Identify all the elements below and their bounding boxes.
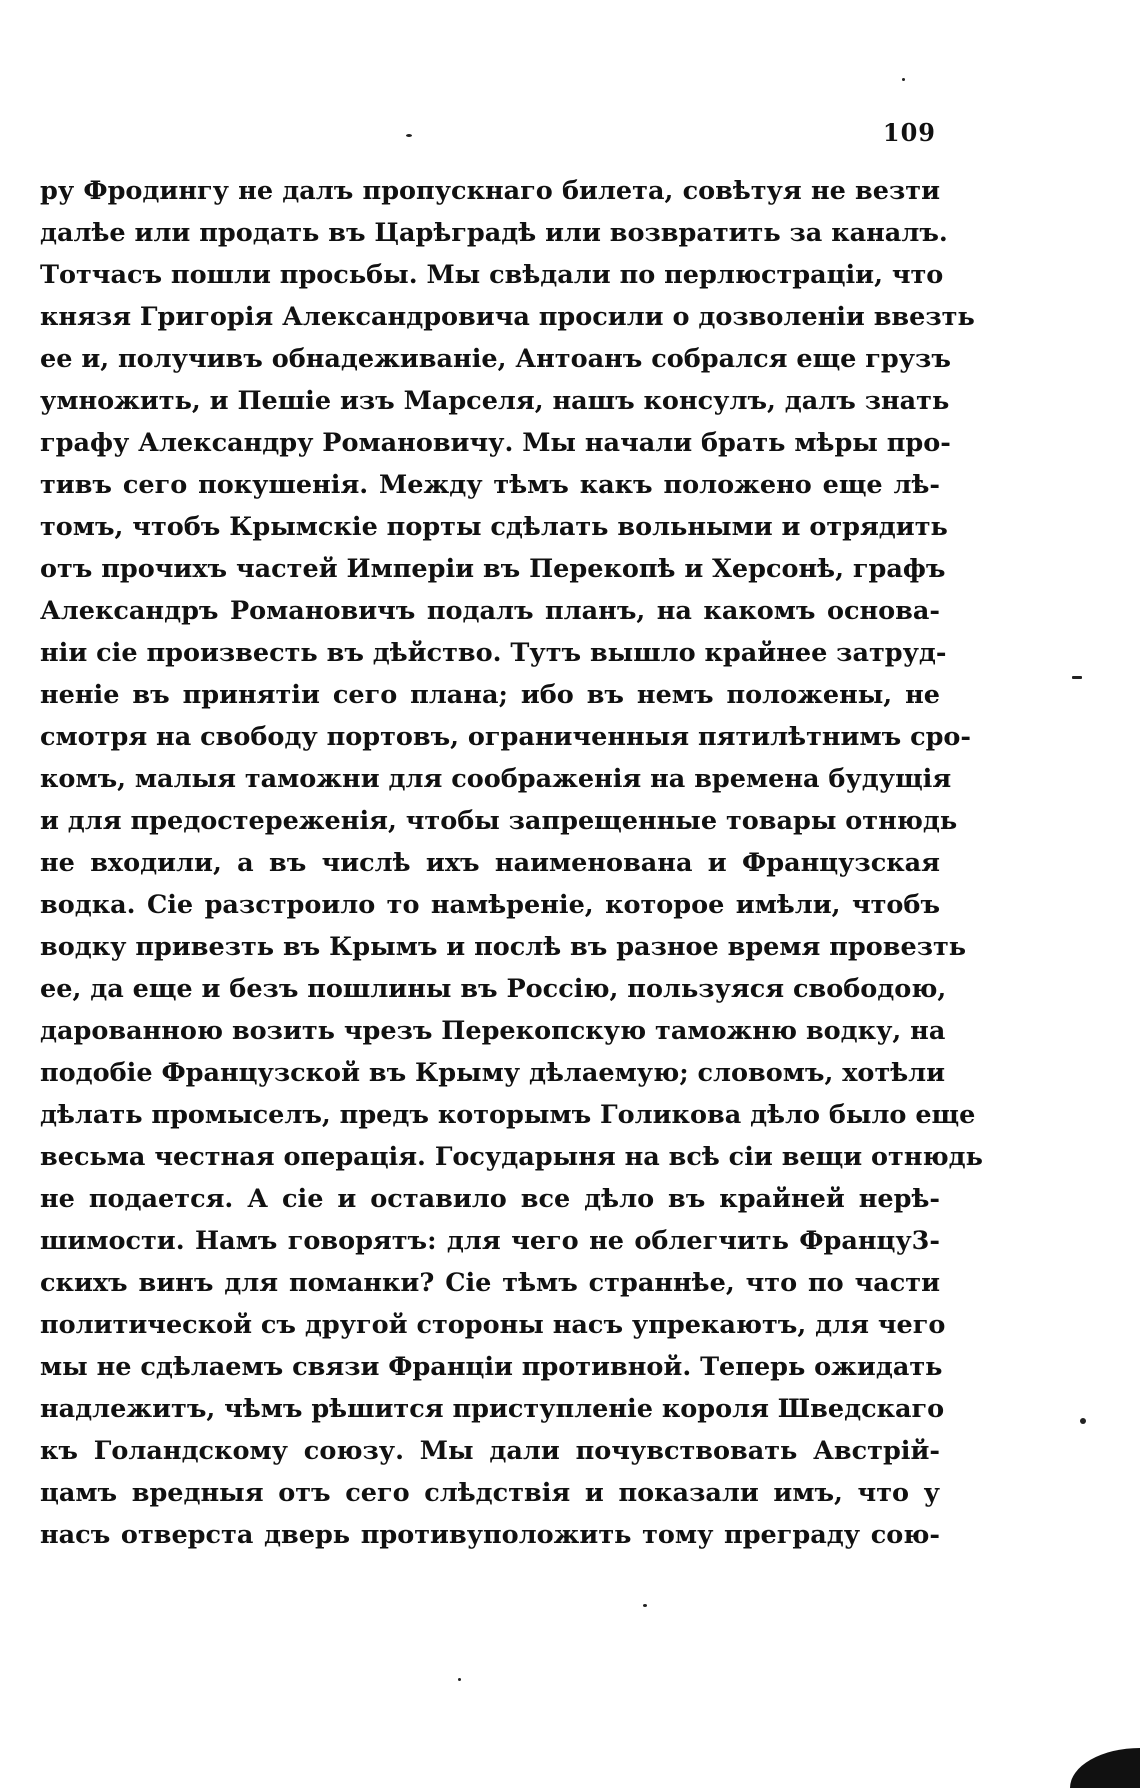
text-line: тивъ сего покушенія. Между тѣмъ какъ положено еще лѣ- — [40, 470, 940, 500]
text-line: насъ отверста дверь противуположить тому преграду сою- — [40, 1520, 940, 1550]
text-line: шимости. Намъ говорятъ: для чего не облегчить Францу3- — [40, 1226, 940, 1256]
text-line: князя Григорія Александровича просили о дозволеніи ввезть — [40, 302, 975, 332]
scan-speck — [1080, 1418, 1086, 1424]
text-line: ру Фродингу не далъ пропускнаго билета, совѣтуя не везти — [40, 176, 940, 206]
text-line: цамъ вредныя отъ сего слѣдствія и показали имъ, что у — [40, 1478, 940, 1508]
text-line: неніе въ принятіи сего плана; ибо въ немъ положены, не — [40, 680, 940, 710]
text-line: умножить, и Пешіе изъ Марселя, нашъ консулъ, далъ знать — [40, 386, 950, 416]
text-line: комъ, малыя таможни для соображенія на времена будущія — [40, 764, 952, 794]
text-line: смотря на свободу портовъ, ограниченныя пятилѣтнимъ сро- — [40, 722, 972, 752]
text-line: скихъ винъ для поманки? Сіе тѣмъ страннѣе, что по части — [40, 1268, 940, 1298]
scan-speck — [458, 1678, 461, 1681]
text-line: политической съ другой стороны насъ упрекаютъ, для чего — [40, 1310, 946, 1340]
text-line: Александръ Романовичъ подалъ планъ, на какомъ основа- — [40, 596, 940, 626]
text-line: графу Александру Романовичу. Мы начали брать мѣры про- — [40, 428, 951, 458]
page-number: 109 — [882, 118, 936, 147]
text-line: водку привезть въ Крымъ и послѣ въ разное время провезть — [40, 932, 967, 962]
text-line: дарованною возить чрезъ Перекопскую таможню водку, на — [40, 1016, 946, 1046]
text-line: Тотчасъ пошли просьбы. Мы свѣдали по перлюстраціи, что — [40, 260, 944, 290]
scan-speck — [902, 78, 905, 81]
text-line: надлежитъ, чѣмъ рѣшится приступленіе короля Шведскаго — [40, 1394, 945, 1424]
text-line: подобіе Французской въ Крыму дѣлаемую; словомъ, хотѣли — [40, 1058, 946, 1088]
text-line: далѣе или продать въ Царѣградѣ или возвратить за каналъ. — [40, 218, 948, 248]
text-line: отъ прочихъ частей Имперіи въ Перекопѣ и Херсонѣ, графъ — [40, 554, 946, 584]
body-text — [40, 170, 983, 1556]
text-line: не подается. А сіе и оставило все дѣло въ крайней нерѣ- — [40, 1184, 940, 1214]
text-line: водка. Сіе разстроило то намѣреніе, которое имѣли, чтобъ — [40, 890, 940, 920]
text-line: не входили, а въ числѣ ихъ наименована и Французская — [40, 848, 940, 878]
text-line: весьма честная операція. Государыня на всѣ сіи вещи отнюдь — [40, 1142, 983, 1172]
scan-edge-shadow — [1070, 1748, 1140, 1788]
text-line: томъ, чтобъ Крымскіе порты сдѣлать вольными и отрядить — [40, 512, 948, 542]
scan-speck — [643, 1604, 647, 1607]
text-line: ее и, получивъ обнадеживаніе, Антоанъ собрался еще грузъ — [40, 344, 951, 374]
text-line: ніи сіе произвесть въ дѣйство. Тутъ вышло крайнее затруд- — [40, 638, 947, 668]
text-line: мы не сдѣлаемъ связи Франціи противной. Теперь ожидать — [40, 1352, 943, 1382]
text-line: къ Голандскому союзу. Мы дали почувствовать Австрій- — [40, 1436, 940, 1466]
text-line: ее, да еще и безъ пошлины въ Россію, пользуяся свободою, — [40, 974, 947, 1004]
text-line: и для предостереженія, чтобы запрещенные товары отнюдь — [40, 806, 958, 836]
text-line: дѣлать промыселъ, предъ которымъ Голикова дѣло было еще — [40, 1100, 976, 1130]
scan-speck — [1072, 676, 1082, 679]
scan-speck — [406, 134, 412, 137]
